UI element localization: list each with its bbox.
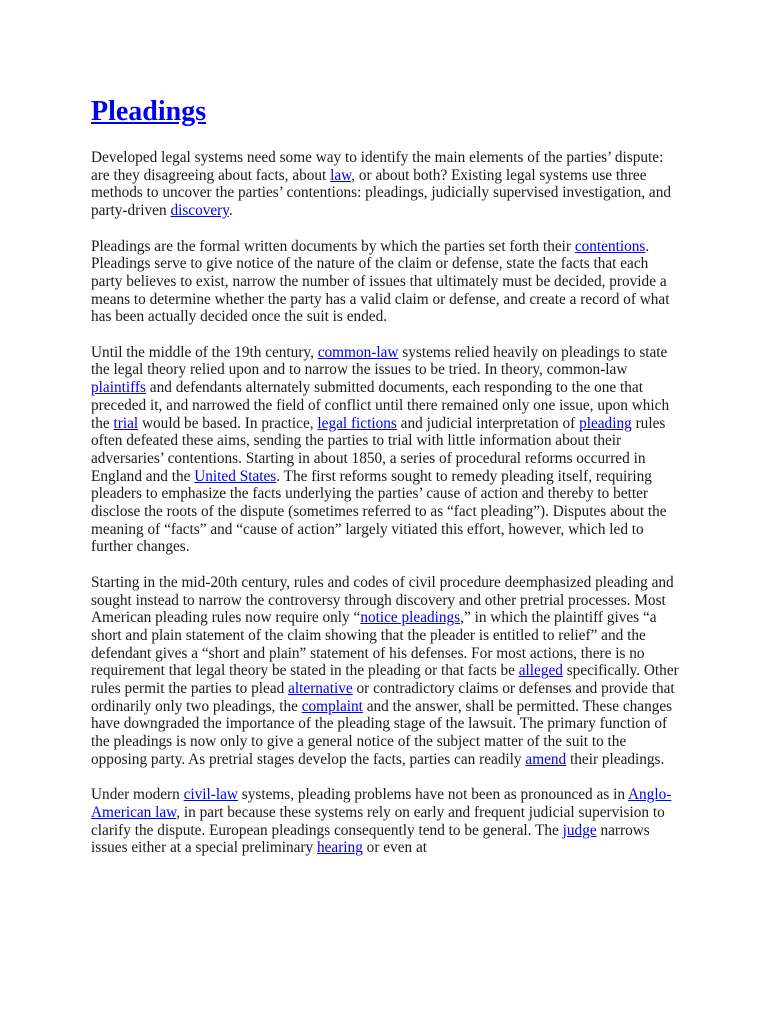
paragraph-1 — [91, 149, 681, 220]
paragraph-text: . Pleadings serve to give notice of the nature of the claim or defense, state the facts that each party believes to exist, narrow the number of issues that ultimately must be decided, provide a means to determine whether the party has a valid claim or defense, and create a record of what has been actually decided once the suit is ended. — [91, 237, 670, 326]
paragraph-text: or contradictory claims or defenses and provide that ordinarily only two pleadings, the — [91, 680, 675, 715]
paragraph-text: Starting in the mid-20th century, rules and codes of civil procedure deemphasized pleading and sought instead to narrow the controversy through discovery and other pretrial processes. Most American pleading rules now require only “ — [91, 573, 674, 627]
link-hearing[interactable]: hearing — [316, 839, 363, 857]
paragraph-text: ,” in which the plaintiff gives “a short and plain statement of the claim showing that the pleader is entitled to relief” and the defendant gives a “short and plain” statement of his defenses. For most actions, there is no requirement that legal theory be stated in the pleading or that facts be — [91, 609, 657, 680]
link-complaint[interactable]: complaint — [301, 697, 363, 715]
paragraph-text: . The first reforms sought to remedy pleading itself, requiring pleaders to emphasize the facts underlying the parties’ cause of action and thereby to better disclose the roots of the dispute (sometimes referred to as “fact pleading”). Disputes about the meaning of “facts” and “cause of action” largely vitiated this effort, however, which led to further changes. — [91, 467, 667, 556]
link-trial[interactable]: trial — [113, 414, 139, 432]
paragraph-text: and judicial interpretation of — [396, 414, 580, 432]
link-common-law[interactable]: common-law — [317, 343, 399, 361]
link-alleged[interactable]: alleged — [518, 662, 563, 680]
paragraph-text: Until the middle of the 19th century, — [91, 343, 318, 361]
paragraph-text: or even at — [362, 839, 427, 857]
paragraph-3 — [91, 344, 681, 556]
paragraph-text: rules often defeated these aims, sending the parties to trial with little information about their adversaries’ contentions. Starting in about 1850, a series of procedural reforms occurred in England and the — [91, 414, 666, 485]
paragraph-text: and defendants alternately submitted documents, each responding to the one that preceded it, and narrowed the field of conflict until there remained only one issue, upon which the — [91, 379, 670, 432]
paragraph-text: Developed legal systems need some way to identify the main elements of the parties’ dispute: are they disagreeing about facts, about — [91, 149, 664, 184]
paragraph-text: their pleadings. — [566, 750, 665, 768]
link-contentions[interactable]: contentions — [574, 237, 646, 255]
link-notice-pleadings[interactable]: notice pleadings — [360, 609, 461, 627]
link-united-states[interactable]: United States — [194, 467, 277, 485]
paragraph-text: . — [228, 202, 233, 220]
link-legal-fictions[interactable]: legal fictions — [317, 414, 397, 432]
paragraph-text: systems relied heavily on pleadings to state the legal theory relied upon and to narrow the issues to be tried. In theory, common-law — [91, 343, 668, 379]
paragraph-text: would be based. In practice, — [138, 414, 318, 432]
link-plaintiffs[interactable]: plaintiffs — [91, 379, 146, 397]
paragraph-5 — [91, 786, 681, 857]
article — [91, 94, 681, 875]
link-civil-law[interactable]: civil-law — [183, 786, 238, 804]
paragraph-2 — [91, 238, 681, 327]
link-amend[interactable]: amend — [525, 750, 567, 768]
paragraph-text: systems, pleading problems have not been as pronounced as in — [237, 786, 628, 804]
paragraph-text: specifically. Other rules permit the parties to plead — [91, 662, 679, 698]
paragraph-text: Under modern — [91, 786, 184, 804]
page-title — [91, 94, 681, 130]
paragraph-text: , or about both? Existing legal systems use three methods to uncover the parties’ contentions: pleadings, judicially supervised investigation, and party-driven — [91, 166, 672, 220]
link-anglo-american-law[interactable]: Anglo-American law — [91, 786, 672, 821]
link-alternative[interactable]: alternative — [288, 680, 353, 698]
title-link[interactable]: Pleadings — [91, 96, 207, 127]
paragraph-text: and the answer, shall be permitted. These changes have downgraded the importance of the pleading stage of the lawsuit. The primary function of the pleadings is now only to give a general notice of the subject matter of the suit to the opposing party. As pretrial stages develop the facts, parties can readily — [91, 697, 673, 768]
link-judge[interactable]: judge — [562, 821, 597, 839]
link-law[interactable]: law — [330, 166, 352, 184]
paragraph-text: Pleadings are the formal written documents by which the parties set forth their — [91, 237, 575, 255]
paragraph-text: , in part because these systems rely on early and frequent judicial supervision to clarify the dispute. European pleadings consequently tend to be general. The — [91, 803, 665, 839]
link-discovery[interactable]: discovery — [170, 202, 229, 220]
article-body — [91, 149, 681, 857]
paragraph-text: narrows issues either at a special preliminary — [91, 821, 650, 857]
link-pleading[interactable]: pleading — [579, 414, 632, 432]
paragraph-4 — [91, 574, 681, 769]
